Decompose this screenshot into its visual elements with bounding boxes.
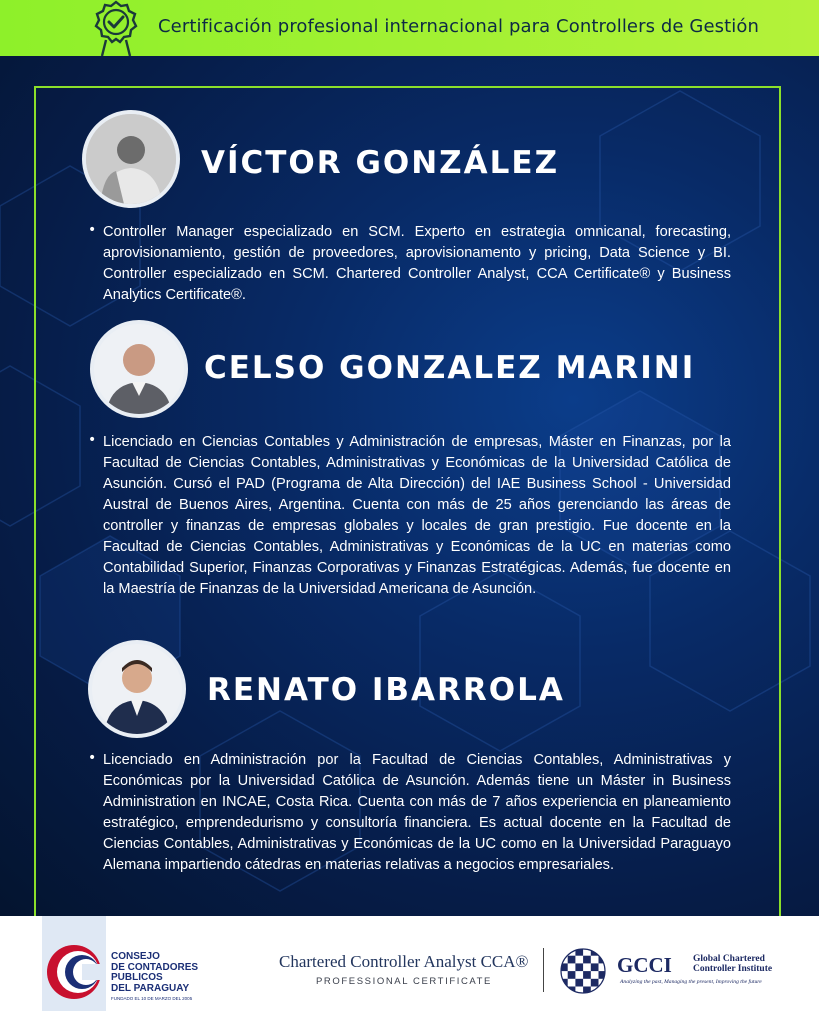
gcci-name <box>693 954 772 974</box>
speaker-photo-celso <box>90 320 188 418</box>
bullet-icon: • <box>88 222 97 238</box>
portrait-icon <box>86 114 176 204</box>
header-bar <box>0 0 819 56</box>
speaker-photo-victor <box>82 110 180 208</box>
bullet-icon: • <box>88 750 97 766</box>
ccp-line: CONSEJO <box>111 951 160 962</box>
gcci-abbr: GCCI <box>617 953 672 977</box>
speaker-name: CELSO GONZALEZ MARINI <box>204 350 696 386</box>
footer-divider <box>543 948 544 992</box>
speaker-bio: Licenciado en Ciencias Contables y Administración de empresas, Máster en Finanzas, por la Facultad de Ciencias Contables, Administrativas y Económicas de la Universidad Católica de Asunción. Cursó el PAD (Programa de Alta Dirección) del IAE Business School - Universidad Austral de Buenos Aires, Argentina. Cuenta con más de 25 años gerenciando las áreas de controller y finanzas de empresas globales y locales de gran prestigio. Fue docente en la Facultad de Ciencias Contables, Administrativas y Económicas de la UC en materias como Contabilidad Superior, Finanzas Corporativas y Finanzas Estratégicas. Además, fue docente en la Maestría de Finanzas de la Universidad Americana de Asunción. <box>103 434 731 597</box>
ccp-line: PUBLICOS <box>111 972 163 983</box>
cca-subtitle: PROFESSIONAL CERTIFICATE <box>316 976 492 987</box>
ccp-line: DE CONTADORES <box>111 961 199 973</box>
bullet-icon: • <box>88 432 97 448</box>
gcci-checker-globe-icon <box>560 948 606 994</box>
gcci-name-line: Controller Institute <box>693 964 773 974</box>
ccp-founded: FUNDADO EL 10 DE MARZO DEL 2005 <box>111 996 193 1001</box>
ccp-name <box>111 952 198 994</box>
speaker-bio: Controller Manager especializado en SCM. Experto en estrategia omnicanal, forecasting, aprovisionamiento, gestión de proveedores, aprovisionamento y pricing, Data Science y BI. Controller especializado en SCM. Chartered Controller Analyst, CCA Certificate® y Business Analytics Certificate®. <box>103 224 731 303</box>
ccp-line: DEL PARAGUAY <box>111 982 190 994</box>
ccp-logo-icon <box>42 916 106 1011</box>
portrait-icon <box>92 644 182 734</box>
cca-title: Chartered Controller Analyst CCA® <box>279 952 529 971</box>
speaker-photo-renato <box>88 640 186 738</box>
speaker-name: RENATO IBARROLA <box>207 672 565 708</box>
speaker-bio: Licenciado en Administración por la Facultad de Ciencias Contables, Administrativas y Económicas por la Universidad Católica de Asunción. Además tiene un Máster in Business Administration en INCAE, Costa Rica. Cuenta con más de 7 años experiencia en planeamiento estratégico, emprendedurismo y consultoría financiera. Es actual docente en la Facultad de Ciencias Contables, Administrativas y Económicas de la UC como en la Universidad Paraguayo Alemana impartiendo cátedras en materias relativas a negocios empresariales. <box>103 752 731 873</box>
header-title: Certificación profesional internacional para Controllers de Gestión <box>158 16 759 37</box>
speaker-name: VÍCTOR GONZÁLEZ <box>201 145 560 181</box>
gcci-tagline: Analyzing the past, Managing the present, Improving the future <box>620 979 762 985</box>
gcci-name-line: Global Chartered <box>693 954 765 964</box>
certificate-check-icon <box>84 0 148 56</box>
portrait-icon <box>94 324 184 414</box>
footer <box>0 916 819 1024</box>
